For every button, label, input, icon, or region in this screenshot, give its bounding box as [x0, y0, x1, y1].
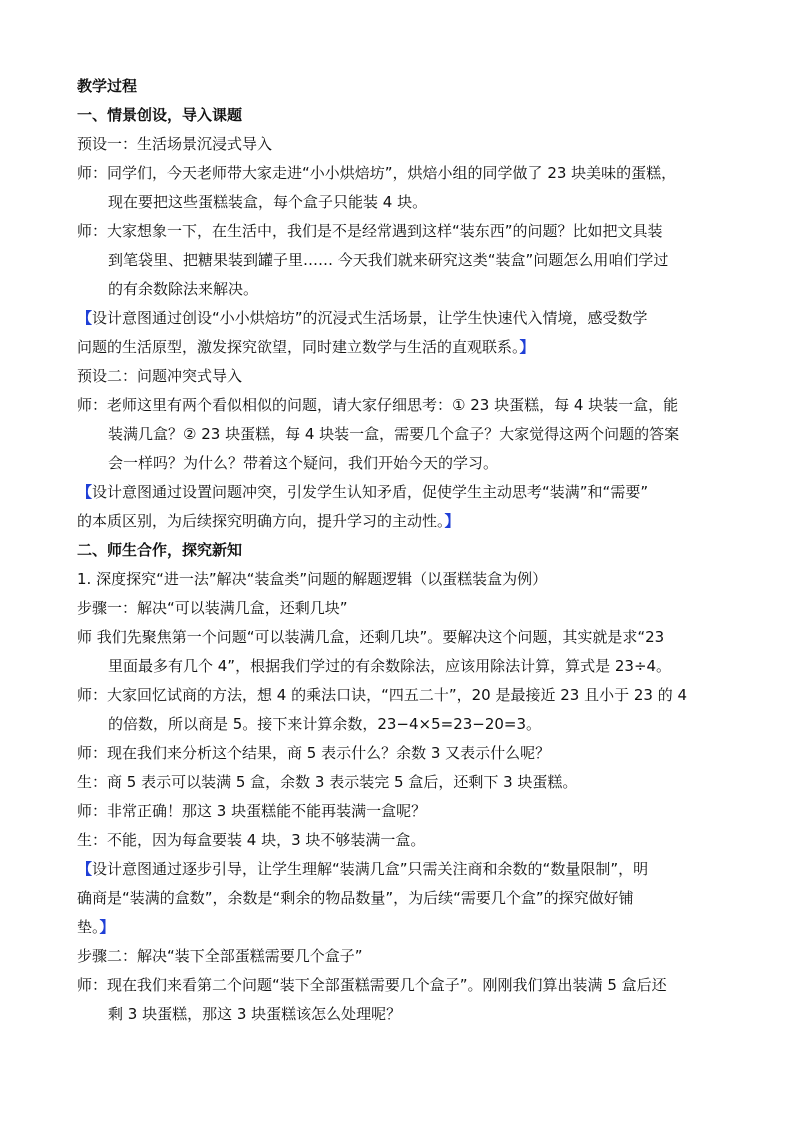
- bracket-open: 【: [77, 483, 93, 501]
- paragraph-line: 剩 3 块蛋糕，那这 3 块蛋糕该怎么处理呢？: [108, 1005, 402, 1023]
- design-intent-note-2: [77, 482, 648, 502]
- paragraph-line: 师：现在我们来看第二个问题“装下全部蛋糕需要几个盒子”。刚刚我们算出装满 5 盒后还: [77, 976, 667, 994]
- preset-1-heading: 预设一：生活场景沉浸式导入: [77, 135, 273, 153]
- paragraph-line: 生：商 5 表示可以装满 5 盒，余数 3 表示装完 5 盒后，还剩下 3 块蛋糕。: [77, 773, 578, 791]
- paragraph-line: 师：大家想象一下，在生活中，我们是不是经常遇到这样“装东西”的问题？比如把文具装: [77, 222, 663, 240]
- bracket-open: 【: [77, 860, 93, 878]
- step-1-heading: 步骤一：解决“可以装满几盒，还剩几块”: [77, 599, 348, 617]
- paragraph-line: 生：不能，因为每盒要装 4 块，3 块不够装满一盒。: [77, 831, 426, 849]
- section-heading-2: 二、师生合作，探究新知: [77, 541, 243, 559]
- subsection-heading: 1. 深度探究“进一法”解决“装盒类”问题的解题逻辑（以蛋糕装盒为例）: [77, 570, 548, 588]
- paragraph-line: 现在要把这些蛋糕装盒，每个盒子只能装 4 块。: [108, 193, 428, 211]
- note-text: 设计意图通过设置问题冲突，引发学生认知矛盾，促使学生主动思考“装满”和“需要”: [92, 483, 649, 501]
- paragraph-line: 的有余数除法来解决。: [108, 280, 259, 298]
- design-intent-note-1-cont: [77, 337, 535, 357]
- paragraph-line: 的倍数，所以商是 5。接下来计算余数，23−4×5=23−20=3。: [108, 715, 542, 733]
- paragraph-line: 里面最多有几个 4”，根据我们学过的有余数除法，应该用除法计算，算式是 23÷4。: [108, 657, 672, 675]
- paragraph-line: 师：老师这里有两个看似相似的问题，请大家仔细思考：① 23 块蛋糕，每 4 块装一盒，能: [77, 396, 679, 414]
- paragraph-line: 师：同学们，今天老师带大家走进“小小烘焙坊”，烘焙小组的同学做了 23 块美味的蛋糕，: [77, 164, 677, 182]
- design-intent-note-3-cont: 确商是“装满的盒数”，余数是“剩余的物品数量”，为后续“需要几个盒”的探究做好铺: [77, 889, 634, 907]
- bracket-open: 【: [77, 309, 93, 327]
- paragraph-line: 师：现在我们来分析这个结果，商 5 表示什么？余数 3 又表示什么呢？: [77, 744, 551, 762]
- step-2-heading: 步骤二：解决“装下全部蛋糕需要几个盒子”: [77, 947, 363, 965]
- doc-title: 教学过程: [77, 77, 138, 95]
- note-text: 问题的生活原型，激发探究欲望，同时建立数学与生活的直观联系。: [77, 338, 520, 356]
- preset-2-heading: 预设二：问题冲突式导入: [77, 367, 243, 385]
- paragraph-line: 师：非常正确！那这 3 块蛋糕能不能再装满一盒呢？: [77, 802, 427, 820]
- note-text: 的本质区别，为后续探究明确方向，提升学习的主动性。: [77, 512, 445, 530]
- design-intent-note-3-end: [77, 917, 115, 937]
- bracket-close: 】: [99, 918, 115, 936]
- design-intent-note-3: [77, 859, 648, 879]
- note-text: 垫。: [77, 918, 100, 936]
- note-text: 设计意图通过逐步引导，让学生理解“装满几盒”只需关注商和余数的“数量限制”，明: [92, 860, 649, 878]
- bracket-close: 】: [444, 512, 460, 530]
- design-intent-note-2-cont: [77, 511, 460, 531]
- design-intent-note-1: [77, 308, 648, 328]
- paragraph-line: 到笔袋里、把糖果装到罐子里…… 今天我们就来研究这类“装盒”问题怎么用咱们学过: [108, 251, 669, 269]
- note-text: 设计意图通过创设“小小烘焙坊”的沉浸式生活场景，让学生快速代入情境，感受数学: [92, 309, 648, 327]
- paragraph-line: 师：大家回忆试商的方法，想 4 的乘法口诀，“四五二十”，20 是最接近 23 且小于 23 的 4: [77, 686, 688, 704]
- bracket-close: 】: [519, 338, 535, 356]
- paragraph-line: 师 我们先聚焦第一个问题“可以装满几盒，还剩几块”。要解决这个问题，其实就是求“23: [77, 628, 665, 646]
- paragraph-line: 会一样吗？为什么？带着这个疑问，我们开始今天的学习。: [108, 454, 499, 472]
- paragraph-line: 装满几盒？② 23 块蛋糕，每 4 块装一盒，需要几个盒子？大家觉得这两个问题的答案: [108, 425, 680, 443]
- section-heading-1: 一、情景创设，导入课题: [77, 106, 243, 124]
